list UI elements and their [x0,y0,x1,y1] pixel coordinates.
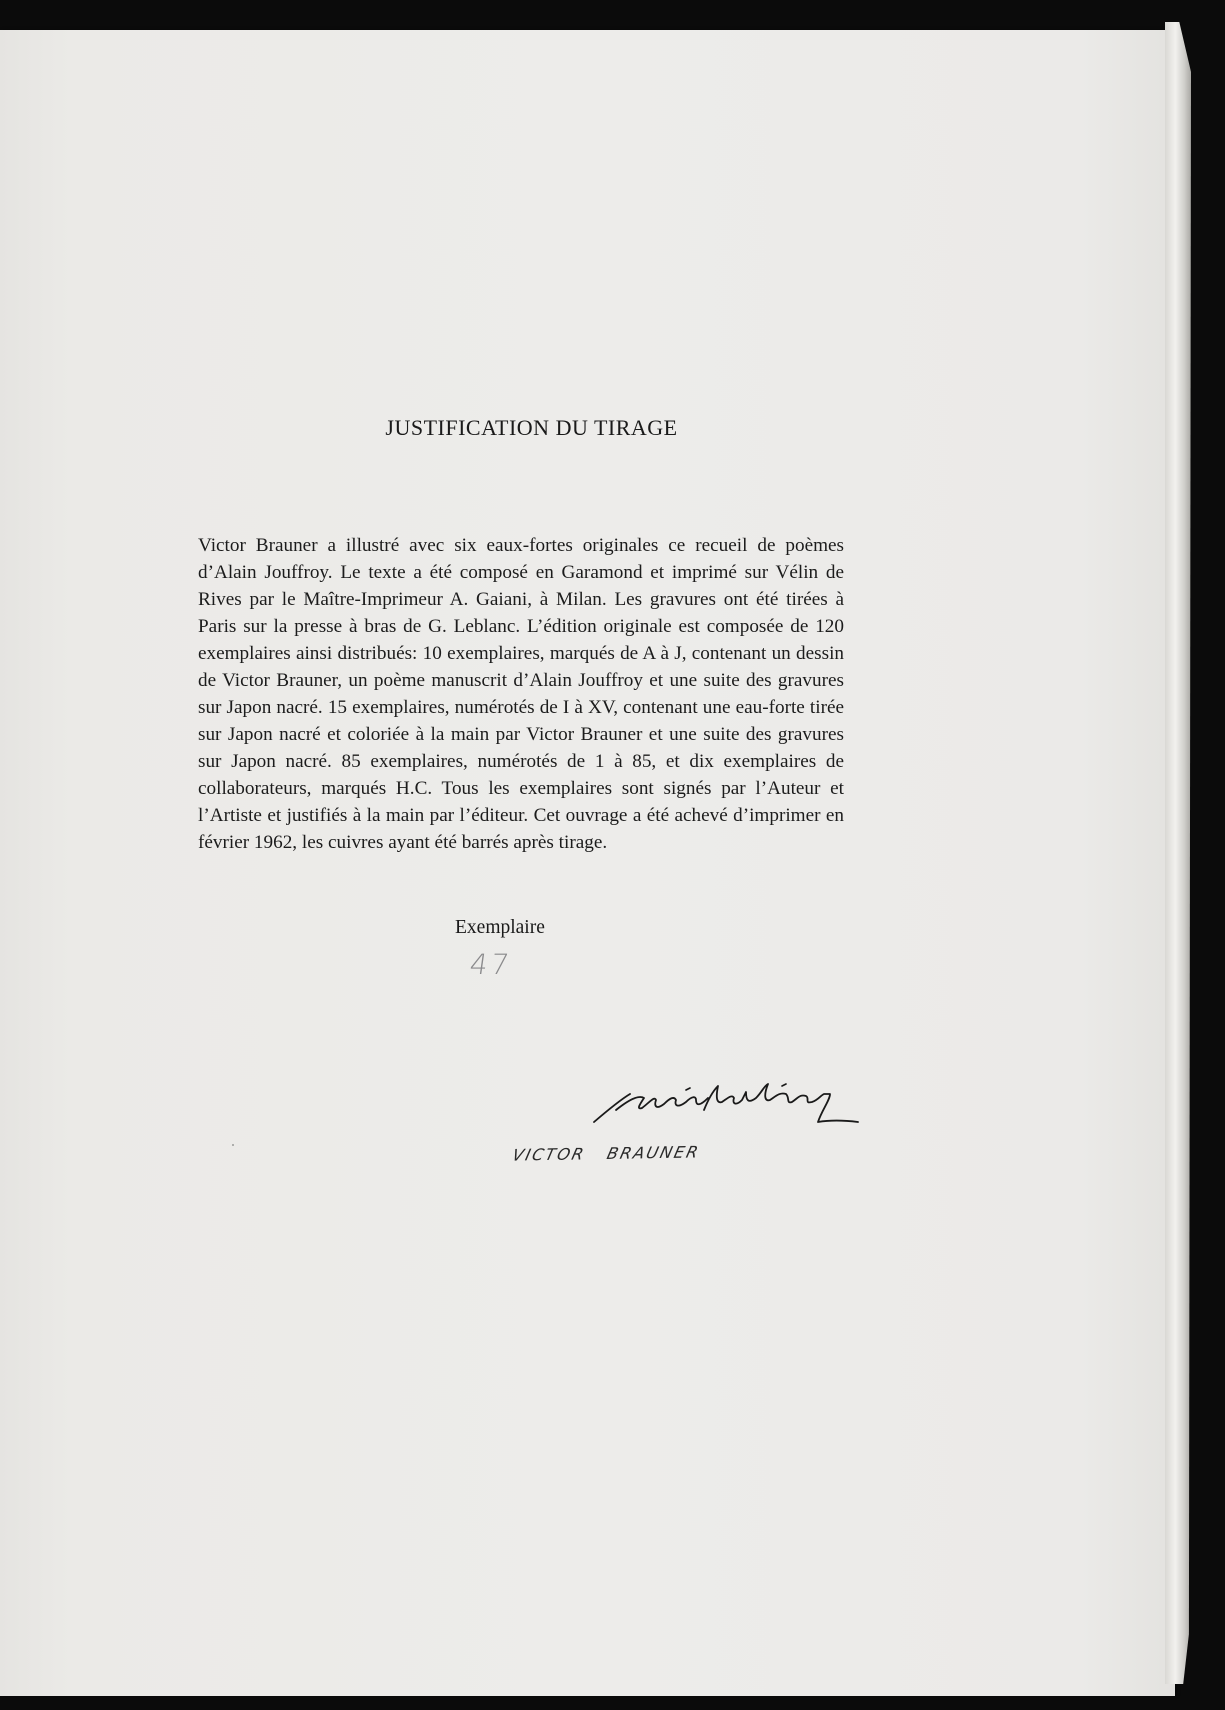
copy-label: Exemplaire [455,917,545,938]
paper-speck [232,1144,234,1146]
justification-paragraph: Victor Brauner a illustré avec six eaux-fortes originales ce recueil de poèmes d’Alain Jouffroy. Le texte a été composé en Garamond et imprimé sur Vélin de Rives par le Maître-Imprimeur A. Gaiani, à Milan. Les gravures ont été tirées à Paris sur la presse à bras de G. Leblanc. L’édition originale est composée de 120 exemplaires ainsi distribués: 10 exemplaires, marqués de A à J, contenant un dessin de Victor Brauner, un poème manuscrit d’Alain Jouffroy et une suite des gravures sur Japon nacré. 15 exemplaires, numérotés de I à XV, contenant une eau-forte tirée sur Japon nacré et coloriée à la main par Victor Brauner et une suite des gravures sur Japon nacré. 85 exemplaires, numérotés de 1 à 85, et dix exemplaires de collaborateurs, marqués H.C. Tous les exemplaires sont signés par l’Auteur et l’Artiste et justifiés à la main par l’éditeur. Cet ouvrage a été achevé d’imprimer en février 1962, les cuivres ayant été barrés après tirage. [198,535,844,853]
author-signature-icon [586,1070,866,1140]
artist-first-name: VICTOR [510,1144,588,1165]
handwritten-copy-number: 47 [467,948,514,981]
artist-last-name: BRAUNER [605,1142,702,1163]
book-page [0,30,1175,1696]
page-edge [1165,22,1191,1684]
page-title: JUSTIFICATION DU TIRAGE [385,415,678,440]
artist-handwritten-name [510,1142,701,1164]
